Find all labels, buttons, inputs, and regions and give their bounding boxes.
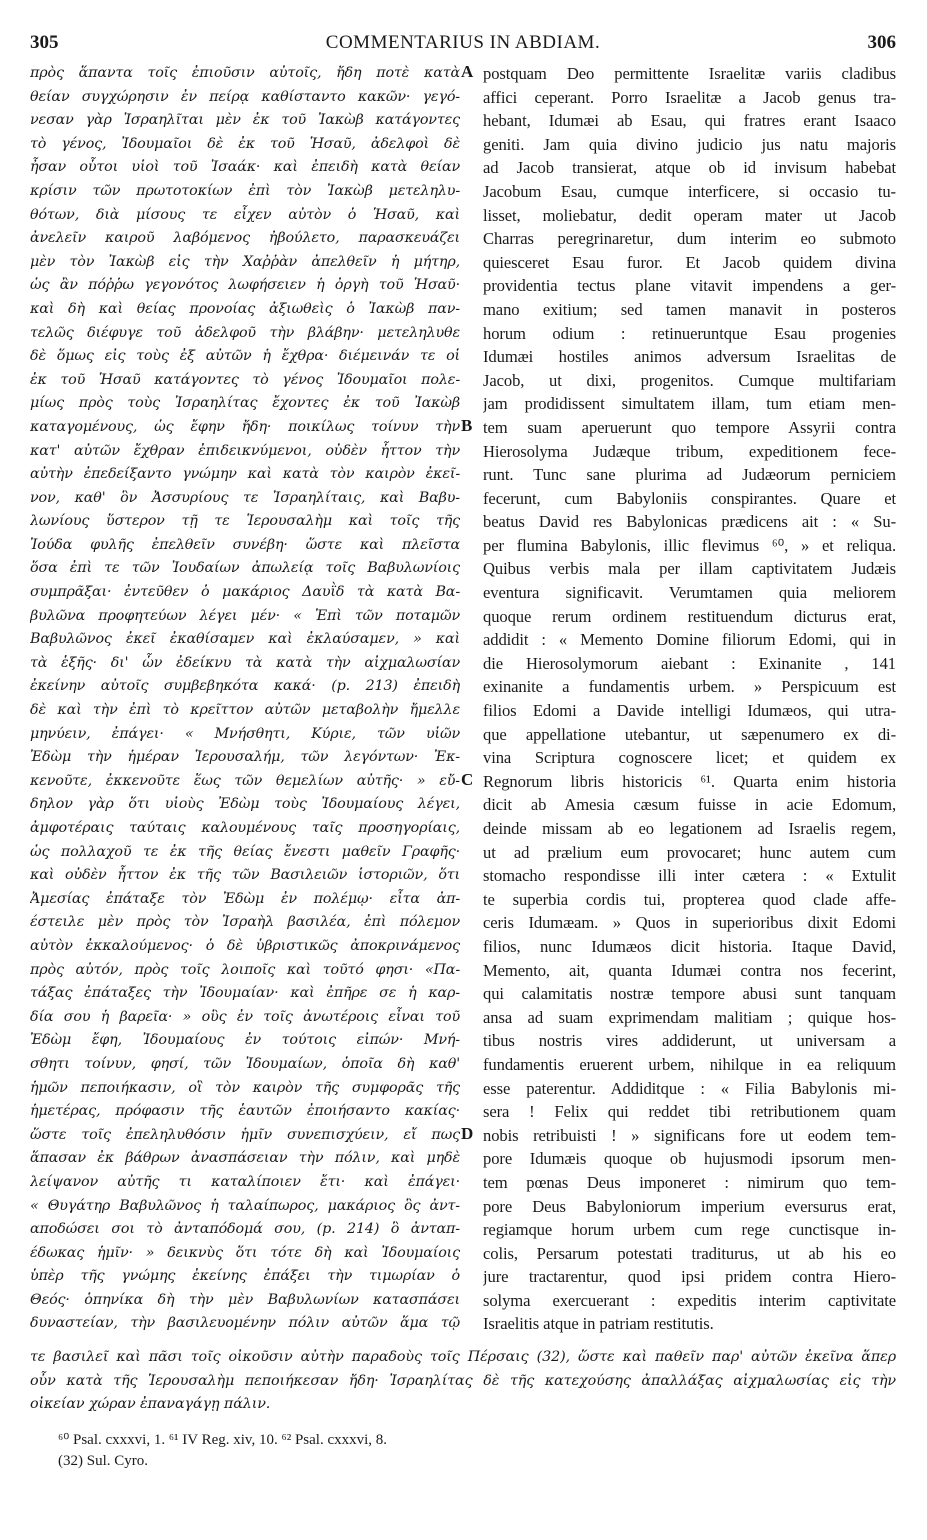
text-line: deinde missam ab eo legationem ad Israelis regem, (483, 819, 896, 838)
margin-marker-d: D (461, 1124, 474, 1143)
text-line: σθητι τοίνυν, φησί, τῶν Ἰδουμαίων, ὁποῖα δὴ καθ' (30, 1055, 460, 1072)
text-line: Ἀμεσίας ἐπάταξε τὸν Ἐδὼμ ἐν πολέμῳ· εἶτα ἀπ- (30, 890, 460, 907)
text-line: δὲ καὶ τὴν ἐπὶ τὸ κρεῖττον αὐτῶν μεταβολὴν ἤμελλε (30, 702, 460, 719)
text-line: λείψανον αὐτῆς τι καταλίποιεν ἔτι· καὶ ἐπάγει· (30, 1173, 460, 1190)
text-line: ut ad prælium eum provocaret; hunc autem cum (483, 842, 896, 862)
margin-marker-b: B (461, 416, 473, 435)
text-line: δία σου ἡ βαρεῖα· » οὓς ἐν τοῖς ἀνωτέροις εἶναι τοῦ (30, 1008, 460, 1025)
text-line: tem pœnas Deus imponeret : nimirum quo tem- (483, 1172, 896, 1192)
text-line: nobis retribuisti ! » significans fore ut eodem tem- (483, 1125, 896, 1145)
text-line: θότων, διὰ μίσους τε εἶχεν αὐτὸν ὁ Ἡσαῦ, καὶ (30, 206, 460, 223)
text-line: λωνίους ὕστερον τῇ τε Ἱερουσαλὴμ καὶ τοῖς τῆς (30, 513, 460, 530)
text-line: Idumæi hostiles animos adversum Israelitas de (483, 347, 896, 367)
text-line: ansa ad suam exprimendam malitiam ; quique hos- (483, 1007, 896, 1027)
text-line: Ἐδὼμ τὴν ἡμέραν Ἱερουσαλήμ, τῶν λεγόντων· Ἐκ- (30, 749, 460, 766)
text-line: vina Scriptura cognoscere licet; et quidem ex (483, 748, 896, 768)
text-line: eventura significavit. Verumtamen quia meliorem (483, 583, 896, 603)
text-line: geniti. Jam quia divino judicio jus natu majoris (483, 134, 896, 154)
text-line: Ἐδὼμ ἔφη, Ἰδουμαίους ἐν τούτοις εἰπών· Μνή- (30, 1032, 460, 1049)
text-line: ὑπὲρ τῆς γνώμης ἐκείνης ἐπάξει τὴν τιμωρίαν ὁ (30, 1268, 460, 1285)
text-line: ἐκείνην αὐτοῖς συμβεβηκότα κακά· (p. 213) ἐπειδὴ (30, 678, 460, 695)
text-line: τελῶς διέφυγε τοῦ ἀδελφοῦ τὴν βλάβην· μετεληλυθε (30, 324, 460, 341)
text-line: ὅσα ἐπὶ τε τῶν Ἰουδαίων ἀπωλείᾳ τοῖς Βαβυλωνίοις (30, 560, 460, 577)
text-line: die Hierosolymorum aiebant : Exinanite , 141 (483, 653, 896, 673)
text-line: αποδώσει σοι τὸ ἀνταπόδομά σου, (p. 214) ὃ ἀνταπ- (30, 1221, 460, 1238)
page-number-left: 305 (30, 32, 59, 53)
text-line: Quibus verbis mala per illam captivitatem Judæis (483, 559, 896, 579)
text-line: ὡς πολλαχοῦ τε ἐκ τῆς θείας ἔνεστι μαθεῖν Γραφῆς· (30, 843, 460, 860)
text-line: νον, καθ' ὃν Ἀσσυρίους τε Ἰσραηλίταις, καὶ Βαβυ- (30, 489, 460, 506)
text-line: πρὸς ἅπαντα τοῖς ἐπιοῦσιν αὐτοῖς, ἤδη ποτὲ κατὰ (30, 65, 460, 81)
text-line: Regnorum libris historicis ⁶¹. Quarta enim historia (483, 771, 896, 791)
text-line: mano exitium; sed tamen manavit in posteros (483, 299, 896, 319)
text-line: θείαν συγχώρησιν ἐν πείρᾳ καθίσταντο κακῶν· γεγό- (30, 88, 460, 105)
text-line: te superbia cordis tui, propterea quod clade affe- (483, 889, 896, 909)
text-line: τὰ ἑξῆς· δι' ὧν ἐδείκνυ τὰ κατὰ τὴν αἰχμαλωσίαν (30, 654, 460, 671)
text-line: μηνύειν, ἐπάγει· « Μνήσθητι, Κύριε, τῶν υἱῶν (30, 725, 460, 742)
text-line: esse paterentur. Addiditque : « Filia Babylonis mi- (483, 1078, 896, 1098)
text-line: αὐτὸν ἐκκαλούμενος· ὁ δὲ ὑβριστικῶς ἀποκρινάμενος (30, 937, 460, 954)
text-line: filios, nunc Idumæos dicit historia. Itaque David, (483, 936, 896, 956)
text-line: tem suam aperuerunt quo tempore Assyrii contra (483, 417, 896, 437)
text-line: έδωκας ἡμῖν· » δεικνὺς ὅτι τότε δὴ καὶ Ἰδουμαίοις (30, 1244, 460, 1261)
text-line: ὥστε τοῖς ἐπεληλυθόσιν ἡμῖν συνεπισχύειν, εἴ πως (30, 1126, 460, 1143)
text-line: Θεός· ὁπηνίκα δὴ τὴν μὲν Βαβυλωνίων κατασπάσει (30, 1291, 460, 1308)
text-line: jam prodidissent simultatem illam, tum etiam men- (483, 394, 896, 414)
text-line: έστειλε μὲν πρὸς τὸν Ἰσραὴλ βασιλέα, ἐπὶ πόλεμον (30, 914, 460, 931)
text-line: Jacob, ut dixi, progenitos. Cumque multifariam (483, 370, 896, 390)
text-line: sera ! Felix qui reddet tibi retributionem quam (483, 1102, 896, 1122)
text-line: fundamentis eruerent urbem, nihilque in ea reliquum (483, 1054, 896, 1074)
text-line: regiamque horum urbem cum rege cunctisque in- (483, 1220, 896, 1240)
text-line: solyma exercuerant : expeditis interim captivitate (483, 1290, 896, 1310)
text-line: beatus David res Babylonicas prædicens ait : « Su- (483, 512, 896, 532)
text-line: μίως πρὸς τοὺς Ἰσραηλίτας ἔχοντες ἐκ τοῦ Ἰακὼβ (30, 395, 460, 412)
greek-text-column (30, 62, 460, 1336)
text-line: βυλῶνα προφητεύων λέγει μέν· « Ἐπὶ τῶν ποταμῶν (30, 607, 460, 624)
text-line: ἡμῶν πεποιήκασιν, οἳ τὸν καιρὸν τῆς συμφορᾶς τῆς (30, 1079, 460, 1096)
text-line: ἀμφοτέραις ταύταις καλουμένους ταῖς προσηγορίαις, (30, 820, 460, 836)
text-line: lisset, moliebatur, dedit operam mater ut Jacob (483, 205, 896, 225)
text-line: runt. Tunc sane plurima ad Judæorum perniciem (483, 465, 896, 485)
text-line: addidit : « Memento Domine filiorum Edomi, qui in (483, 630, 896, 650)
text-line: pore Idumæis quoque ob hujusmodi ipsorum men- (483, 1149, 896, 1169)
margin-marker-a: A (461, 62, 474, 81)
text-line: καταγομένους, ὡς ἔφην ἤδη· ποικίλως τοίνυν τὴν (30, 418, 460, 435)
text-line: κατ' αὐτῶν ἔχθραν ἐπιδεικνύμενοι, οὐδὲν ἧττον τὴν (30, 442, 460, 459)
margin-marker-c: C (461, 770, 474, 789)
text-line: οὗν κατὰ τῆς Ἱερουσαλὴμ πεποιήκεσαν ἤδη· Ἰσραηλίτας δὲ τῆς κατεχούσης ἀπαλλάξας αἰχμαλωσίας εἰς τὴν (30, 1372, 896, 1389)
text-line: τε βασιλεῖ καὶ πᾶσι τοῖς οἰκοῦσιν αὐτὴν παραδοὺς τοῖς Πέρσαις (32), ὥστε καὶ παθεῖν παρ' αὐτῶν ἐκεῖνα ἅπερ (30, 1349, 896, 1365)
latin-text-column (483, 62, 896, 1336)
text-line: dicit ab Amesia cæsum fuisse in acie Edomum, (483, 795, 896, 815)
text-line: exinanite a fundamentis urbem. » Perspicuum est (483, 677, 896, 697)
text-line: τὸ γένος, Ἰδουμαῖοι δὲ ἐκ τοῦ Ἡσαῦ, ἀδελφοὶ δὲ (30, 135, 460, 152)
text-line: συμπρᾶξαι· ἐντεῦθεν ὁ μακάριος Δαυῒδ τὰ κατὰ Βα- (30, 584, 460, 601)
text-line: pore Deus Babyloniorum imperium eversurus erat, (483, 1196, 896, 1216)
text-line: ad Jacob transierat, atque ob id invisum habebat (483, 158, 896, 178)
text-line: Ἰούδα φυλῆς ἐπελθεῖν συνέβη· ὥστε καὶ πλεῖστα (30, 536, 460, 553)
page-header (30, 32, 896, 56)
text-line: tibus nostris vires addiderunt, ut universam a (483, 1031, 896, 1051)
text-line: postquam Deo permittente Israelitæ variis cladibus (483, 64, 896, 83)
text-line: ἀνελεῖν καιροῦ λαβόμενος ἠβούλετο, παρασκευάζει (30, 230, 460, 247)
running-title: COMMENTARIUS IN ABDIAM. (325, 32, 601, 53)
text-line: « Θυγάτηρ Βαβυλῶνος ἡ ταλαίπωρος, μακάριος ὃς ἀντ- (30, 1197, 460, 1214)
text-line: quoque rerum ordinem restituendum dicturus erat, (483, 606, 896, 626)
text-line: qui calamitatis nostræ tempore abusi sunt tanquam (483, 984, 896, 1004)
footnote-line: (32) Sul. Cyro. (58, 1453, 148, 1469)
text-line: Βαβυλῶνος ἐκεῖ ἐκαθίσαμεν καὶ ἐκλαύσαμεν, » καὶ (30, 631, 460, 648)
text-line: quiesceret Esau furor. Et Jacob quidem divina (483, 252, 896, 272)
text-line: ἡμετέρας, πρόφασιν τῆς ἑαυτῶν ἐποιήσαντο κακίας· (30, 1103, 460, 1120)
text-line: per flumina Babylonis, illic flevimus ⁶⁰, » et reliqua. (483, 535, 896, 555)
text-line: οἰκείαν χώραν ἐπαναγάγῃ πάλιν. (30, 1396, 271, 1413)
footnote-line: ⁶⁰ Psal. cxxxvi, 1. ⁶¹ IV Reg. xiv, 10. ⁶² Psal. cxxxvi, 8. (58, 1432, 388, 1448)
text-line: κενοῦτε, ἐκκενοῦτε ἕως τῶν θεμελίων αὐτῆς· » εὔ- (30, 772, 460, 789)
text-line: colis, Persarum potestati traditurus, ut ab his eo (483, 1243, 896, 1263)
text-line: que appellatione utebantur, ut sæpenumero ex di- (483, 724, 896, 744)
footnotes (58, 1430, 896, 1472)
text-line: ceris Idumæam. » Quos in superioribus dixit Edomi (483, 913, 896, 933)
text-line: horum odium : retinueruntque Esau progenies (483, 323, 896, 343)
text-line: jure tractarentur, quod ipsi pridem contra Hiero- (483, 1267, 896, 1287)
text-line: ἦσαν οὗτοι υἱοὶ τοῦ Ἰσαάκ· καὶ ἐπειδὴ κατὰ θείαν (30, 159, 460, 176)
text-line: filios Edomi a Davide intelligi Idumæos, qui utra- (483, 701, 896, 721)
text-line: δηλον γὰρ ὅτι υἱοὺς Ἐδὼμ τοὺς Ἰδουμαίους λέγει, (30, 796, 460, 813)
text-line: νεσαν γὰρ Ἰσραηλῖται μὲν ἐκ τοῦ Ἰακὼβ κατάγοντες (30, 112, 460, 129)
greek-continuation (30, 1346, 896, 1417)
text-line: providentia tectus plane vitavit impendens a ger- (483, 276, 896, 296)
text-line: fecerunt, cum Babyloniis conspirantes. Quare et (483, 488, 896, 508)
text-line: ἐκ τοῦ Ἡσαῦ κατάγοντες τὸ γένος Ἰδουμαῖοι πολε- (30, 371, 460, 388)
text-line: καὶ οὐδὲν ἧττον ἐκ τῆς τῶν Βασιλειῶν ἱστοριῶν, ὅτι (30, 867, 460, 884)
text-line: μὲν τὸν Ἰακὼβ εἰς τὴν Χαῤῥὰν ἀπελθεῖν ἡ μήτηρ, (30, 253, 460, 270)
text-line: hebant, Idumæi ab Esau, qui fratres erant Isaaco (483, 111, 896, 131)
text-line: καὶ δὴ καὶ θείας προνοίας ἀξιωθεὶς ὁ Ἰακὼβ παν- (30, 300, 460, 317)
text-line: αὐτὴν ἐπεδείξαντο γνώμην καὶ κατὰ τὸν καιρὸν ἐκεῖ- (30, 466, 460, 483)
text-line: affici ceperant. Porro Israelitæ a Jacob genus tra- (483, 87, 896, 107)
text-line: τάξας ἐπάταξες τὴν Ἰδουμαίαν· καὶ ἐπῆρε σε ἡ καρ- (30, 985, 460, 1002)
text-line: Jacobum Esau, cumque interficere, si occasio tu- (483, 181, 896, 201)
text-line: Hierosolyma Judæque tribum, expeditionem fece- (483, 441, 896, 461)
text-line: Israelitis atque in patriam restitutis. (483, 1314, 714, 1334)
text-line: κρίσιν τῶν πρωτοτοκίων ἐπὶ τὸν Ἰακὼβ μετεληλυ- (30, 182, 460, 199)
text-line: ὡς ἂν πόῤῥω γεγονότος λωφήσειεν ἡ ὀργὴ τοῦ Ἡσαῦ· (30, 277, 460, 294)
page-number-right: 306 (867, 32, 896, 53)
text-line: ἅπασαν ἐκ βάθρων ἀνασπάσειαν τὴν πόλιν, καὶ μηδὲ (30, 1150, 460, 1167)
text-line: Memento, ait, quanta Idumæi contra nos fecerint, (483, 960, 896, 980)
text-line: stomacho respondisse illi inter cætera : « Extulit (483, 866, 896, 886)
text-line: πρὸς αὐτόν, πρὸς τοῖς λοιποῖς καὶ τοῦτό φησι· «Πα- (30, 961, 460, 978)
text-line: Charras peregrinaretur, dum interim eo submoto (483, 229, 896, 249)
text-line: δυναστείαν, τὴν βασιλευομένην πόλιν αὐτῶν ἅμα τῷ (30, 1315, 460, 1332)
text-line: δὲ ὅμως εἰς τοὺς ἐξ αὐτῶν ἡ ἔχθρα· διέμεινάν τε οἱ (30, 348, 460, 365)
